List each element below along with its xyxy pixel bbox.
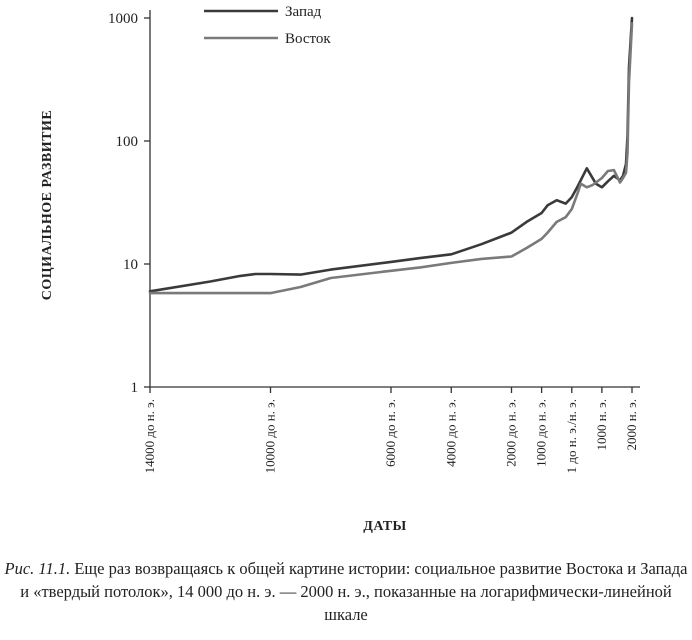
y-tick-label: 1000 — [108, 11, 138, 27]
y-tick-label: 10 — [123, 257, 138, 273]
y-tick-label: 100 — [115, 134, 138, 150]
x-tick-label: 6000 до н. э. — [383, 399, 398, 467]
x-tick-label: 10000 до н. э. — [262, 399, 278, 474]
y-axis-title: СОЦИАЛЬНОЕ РАЗВИТИЕ — [40, 109, 55, 301]
figure-label: Рис. 11.1. — [4, 559, 71, 578]
x-tick-label: 14000 до н. э. — [142, 399, 157, 474]
series-line-2 — [150, 24, 632, 294]
y-tick-label: 1 — [130, 380, 138, 396]
x-tick-label: 1000 н. э. — [593, 399, 609, 451]
figure-caption-text: Еще раз возвращаясь к общей картине истории: социальное развитие Востока и Запада и «твердый потолок», 14 000 до н. э. — 2000 н. э., показанные на логарифмически-линейной шкале — [20, 559, 688, 624]
figure-caption — [0, 557, 692, 626]
x-axis-ticks — [142, 387, 639, 473]
series-lines — [150, 18, 632, 293]
legend-label-1: Запад — [285, 4, 322, 20]
x-axis-title: ДАТЫ — [363, 519, 407, 534]
legend — [204, 4, 331, 47]
x-tick-label: 1000 до н. э. — [533, 399, 549, 467]
x-tick-label: 1 до н. э./н. э. — [563, 399, 579, 474]
x-tick-label: 4000 до н. э. — [443, 399, 459, 467]
y-axis-ticks — [108, 11, 150, 396]
x-tick-label: 2000 до н. э. — [503, 399, 519, 467]
series-line-1 — [150, 18, 632, 291]
legend-label-2: Восток — [285, 31, 331, 47]
x-tick-label: 2000 н. э. — [624, 399, 639, 451]
